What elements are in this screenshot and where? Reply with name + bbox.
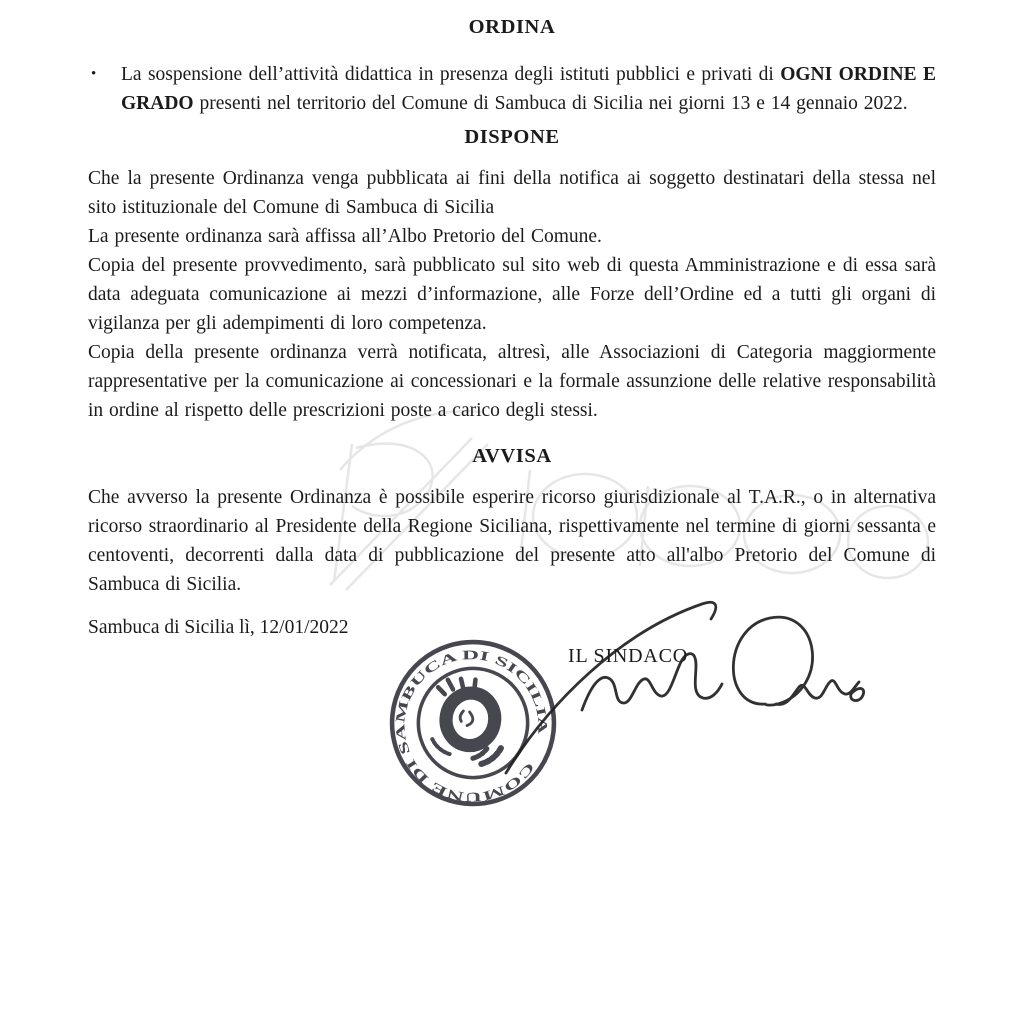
heading-avvisa: AVVISA [472, 445, 552, 467]
signature-upstroke [506, 602, 716, 773]
heading-dispone: DISPONE [464, 126, 560, 148]
signature-loop [733, 617, 812, 705]
ordina-item-text-before: La sospensione dell’attività didattica in presenza degli istituti pubblici e privati di [121, 64, 781, 85]
avvisa-paragraph: Che avverso la presente Ordinanza è possibile esperire ricorso giurisdizionale al T.A.R., o in alternativa ricorso straordinario al Presidente della Regione Siciliana, rispettivamente nel termine di giorni sessanta e centoventi, decorrenti dalla data di pubblicazione del presente atto all'albo Pretorio del Comune di Sambuca di Sicilia. [88, 487, 936, 595]
ordina-bullet-item [88, 60, 936, 118]
mayor-signature [470, 592, 865, 787]
stamp-text: COMUNE DI SAMBUCA DI SICILIA [392, 647, 551, 805]
dispone-paragraph-3: Copia del presente provvedimento, sarà pubblicato sul sito web di questa Amministrazione e di essa sarà data adeguata comunicazione ai mezzi d’informazione, alle Forze dell’Ordine ed a tutti gli organi di vigilanza per gli adempimenti di loro competenza. [88, 255, 936, 334]
bullet-icon: • [91, 66, 97, 82]
heading-ordina: ORDINA [468, 16, 556, 38]
signature-tail [776, 681, 859, 705]
ordina-item-text [121, 60, 936, 118]
ordina-item-bold-text: OGNI ORDINE E GRADO [121, 64, 936, 114]
signer-title: IL SINDACO [568, 645, 689, 667]
dateline: Sambuca di Sicilia lì, 12/01/2022 [88, 617, 349, 638]
ordina-item-text-after: presenti nel territorio del Comune di Sambuca di Sicilia nei giorni 13 e 14 gennaio 2022. [193, 93, 908, 114]
dispone-paragraph-1: Che la presente Ordinanza venga pubblicata ai fini della notifica ai soggetto destinatari della stessa nel sito istituzionale del Comune di Sambuca di Sicilia [88, 168, 936, 218]
dispone-paragraph-4: Copia della presente ordinanza verrà notificata, altresì, alle Associazioni di Categoria maggiormente rappresentative per la comunicazione ai concessionari e la formale assunzione delle relative responsabilità in ordine al rispetto delle prescrizioni poste a carico degli stessi. [88, 342, 936, 421]
ordinance-content [88, 14, 936, 642]
dispone-paragraph-2: La presente ordinanza sarà affissa all’Albo Pretorio del Comune. [88, 226, 602, 247]
